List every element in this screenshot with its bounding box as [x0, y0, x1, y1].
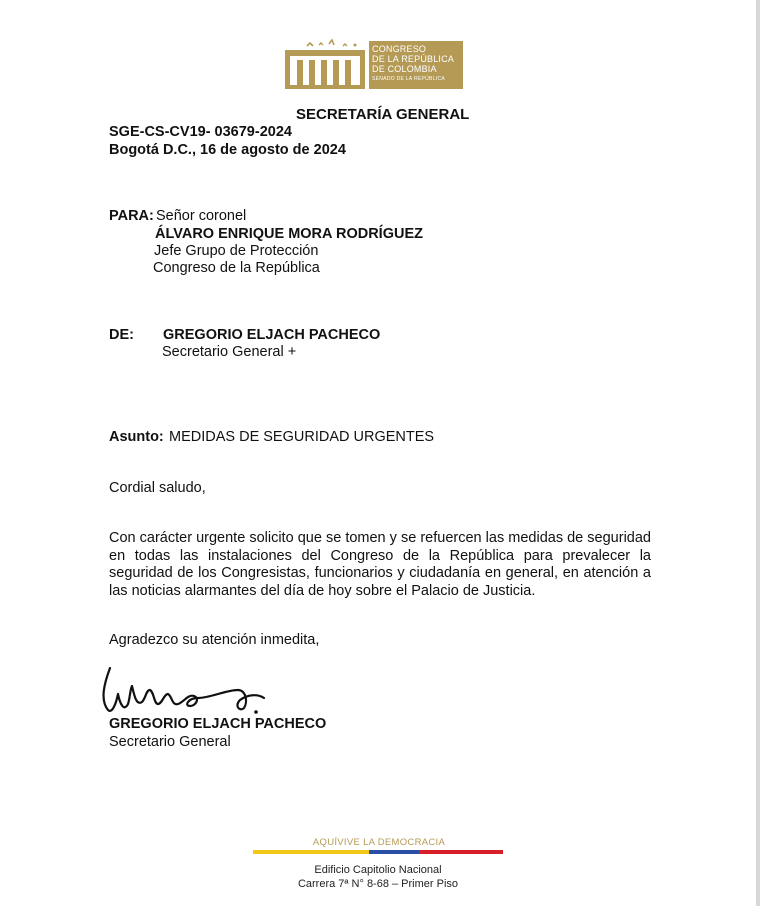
logo-line-4: SENADO DE LA REPÚBLICA: [372, 76, 446, 82]
closing-line: Agradezco su atención inmedita,: [109, 632, 320, 648]
handwritten-signature: [98, 660, 268, 722]
capitol-icon: [285, 38, 367, 90]
logo-line-2: DE LA REPÚBLICA: [372, 54, 455, 64]
footer-address-line-1: Edificio Capitolio Nacional: [314, 864, 442, 876]
recipient-position: Jefe Grupo de Protección: [154, 243, 319, 259]
sender-label: DE:: [109, 327, 134, 343]
flag-stripe-yellow: [253, 850, 369, 854]
signatory-name: GREGORIO ELJACH PACHECO: [109, 716, 327, 732]
recipient-salutation: Señor coronel: [156, 208, 247, 224]
logo-line-1: CONGRESO: [372, 44, 427, 54]
reference-number: SGE-CS-CV19- 03679-2024: [109, 124, 292, 140]
signatory-position: Secretario General: [109, 734, 231, 750]
subject-text: MEDIDAS DE SEGURIDAD URGENTES: [169, 429, 435, 445]
logo-text-box: [369, 41, 463, 89]
flag-stripe-blue: [369, 850, 419, 854]
subject-label: Asunto:: [109, 429, 164, 445]
sender-position: Secretario General +: [162, 344, 297, 360]
page-edge: [756, 0, 760, 906]
document-title: SECRETARÍA GENERAL: [296, 106, 470, 123]
congress-logo: [285, 38, 463, 90]
flag-stripe-red: [419, 850, 503, 854]
recipient-name: ÁLVARO ENRIQUE MORA RODRÍGUEZ: [155, 226, 423, 242]
recipient-label: PARA:: [109, 208, 154, 224]
logo-line-3: DE COLOMBIA: [372, 64, 437, 74]
footer-motto: AQUÍVIVE LA DEMOCRACIA: [312, 837, 446, 848]
footer-address-line-2: Carrera 7ª N° 8-68 – Primer Piso: [297, 878, 459, 890]
greeting: Cordial saludo,: [109, 480, 206, 496]
document-date: Bogotá D.C., 16 de agosto de 2024: [109, 142, 346, 158]
sender-name: GREGORIO ELJACH PACHECO: [163, 327, 381, 343]
recipient-organization: Congreso de la República: [153, 260, 320, 276]
body-paragraph: Con carácter urgente solicito que se tomen y se refuercen las medidas de seguridad en todas las instalaciones del Congreso de la República para prevalecer la seguridad de los Congresistas, funcionarios y ciudadanía en general, en atención a las noticias alarmantes del día de hoy sobre el Palacio de Justicia.: [109, 530, 651, 599]
